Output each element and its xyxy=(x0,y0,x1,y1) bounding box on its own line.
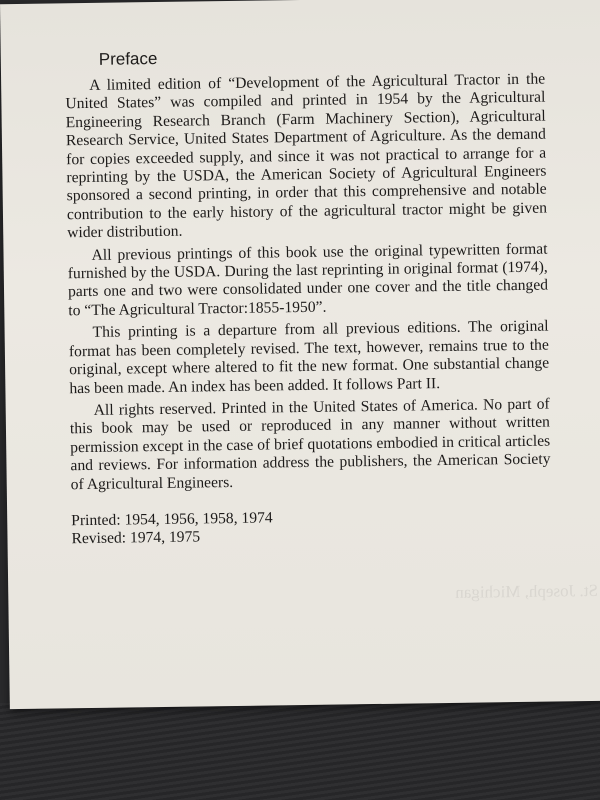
table-surface xyxy=(0,703,600,800)
paragraph-2: All previous printings of this book use the original typewritten format furnished by the USDA. During the last reprinting in original format (1974), parts one and two were consolidated under one cover and the title changed to “The Agricultural Tractor:1855-1950”. xyxy=(67,240,549,320)
page-content xyxy=(65,43,552,549)
paragraph-3: This printing is a departure from all previous editions. The original format has been completely revised. The text, however, remains true to the original, except where altered to fit the new format. One substantial change has been made. An index has been added. It follows Part II. xyxy=(68,317,550,397)
printed-line: Printed: 1954, 1956, 1958, 1974 xyxy=(71,509,273,530)
revised-line: Revised: 1974, 1975 xyxy=(71,528,201,548)
printing-history xyxy=(71,505,551,549)
bleed-through-text: St. Joseph, Michigan xyxy=(455,580,599,602)
paragraph-1: A limited edition of “Development of the Agricultural Tractor in the United States” was compiled and printed in 1954 by the Agricultural Engineering Research Branch (Farm Machinery Section), Agricultural Research Service, United States Department of Agriculture. As the demand for copies exceeded supply, and since it was not practical to arrange for a reprinting by the USDA, the American Society of Agricultural Engineers sponsored a second printing, in order that this comprehensive and notable contribution to the early history of the agricultural tractor might be given wider distribution. xyxy=(65,70,548,242)
paragraph-4: All rights reserved. Printed in the United States of America. No part of this book may be used or reproduced in any manner without written permission except in the case of brief quotations embodied in critical articles and reviews. For information address the publishers, the American Society of Agricultural Engineers. xyxy=(69,395,551,493)
preface-heading: Preface xyxy=(98,48,158,69)
